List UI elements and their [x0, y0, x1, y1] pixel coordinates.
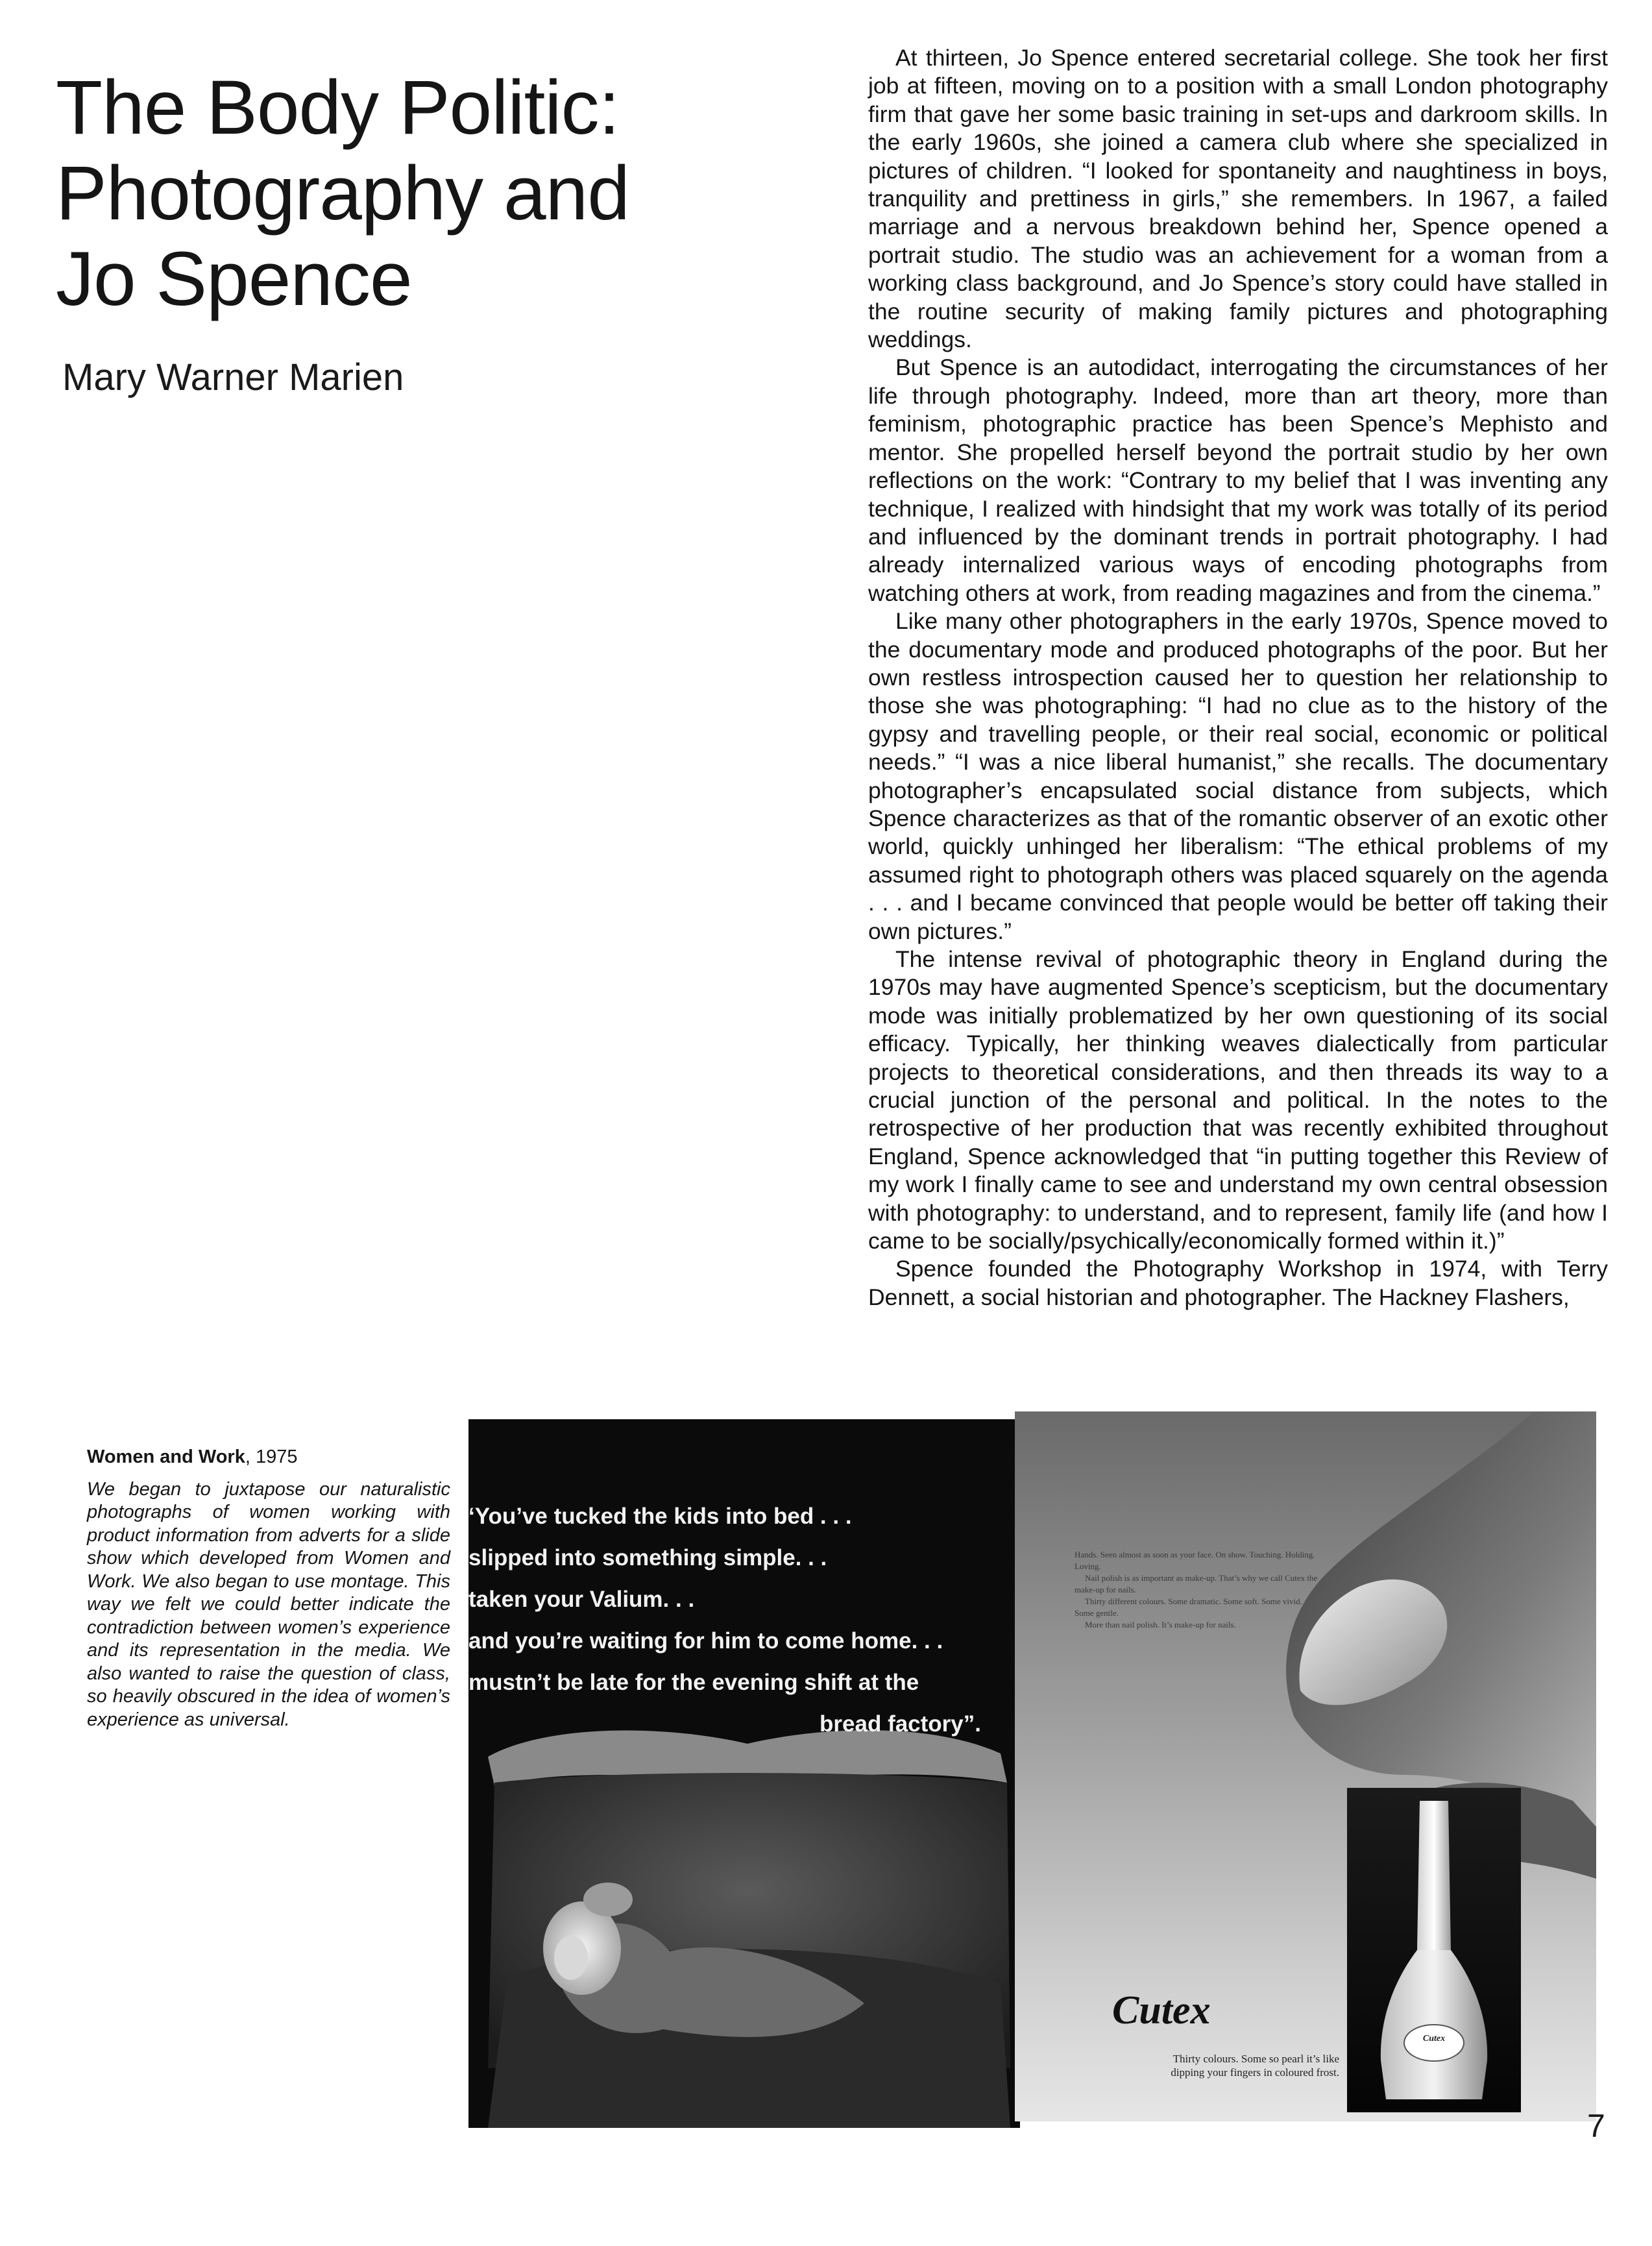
montage-figure — [468, 1411, 1596, 2128]
page-number: 7 — [1587, 2108, 1605, 2144]
advert-tagline — [1106, 2052, 1339, 2079]
article-title — [56, 65, 783, 322]
article-body — [868, 44, 1608, 1312]
advert-copy-paragraph: Thirty different colours. Some dramatic. Some soft. Some vivid. Some gentle. — [1075, 1596, 1302, 1618]
caption-work-title: Women and Work — [87, 1446, 245, 1467]
slogan-line: and you’re waiting for him to come home. . . — [468, 1628, 943, 1654]
slogan-line: slipped into something simple. . . — [468, 1545, 827, 1570]
advert-copy — [1075, 1549, 1321, 1631]
cutex-advert — [1015, 1411, 1596, 2121]
body-paragraph: But Spence is an autodidact, interrogating the circumstances of her life through photography. Indeed, more than art theory, more than feminism, photographic practice has been Spence’s Mephisto and mentor. She propelled herself beyond the portrait studio by her own reflections on the work: “Contrary to my belief that I was inventing any technique, I realized with hindsight that my work was totally of its period and influenced by the dominant trends in portrait photography. I had already internalized various ways of encoding photographs from watching others at work, from reading magazines and from the cinema.” — [868, 354, 1608, 606]
tagline-line: Thirty colours. Some so pearl it’s like — [1172, 2053, 1339, 2065]
nail-polish-bottle — [1347, 1788, 1521, 2112]
caption-year: , 1975 — [245, 1446, 298, 1467]
caption-title — [87, 1446, 450, 1469]
advert-copy-paragraph: Nail polish is as important as make-up. That’s why we call Cutex the make-up for nails. — [1075, 1573, 1318, 1594]
title-line: The Body Politic: — [56, 65, 620, 151]
caption-text: We began to juxtapose our naturalistic photographs of women working with product information from adverts for a slide show which developed from Women and Work. We also began to use montage. This way we felt we could better indicate the contradiction between women’s experience and its representation in the media. We also wanted to raise the question of class, so heavily obscured in the idea of women’s experience as universal. — [87, 1478, 450, 1730]
bottle-label: Cutex — [1422, 2034, 1446, 2044]
slogan-line: mustn’t be late for the evening shift at the — [468, 1670, 919, 1695]
brand-logo: Cutex — [1112, 1988, 1211, 2032]
slogan-line: taken your Valium. . . — [468, 1587, 695, 1612]
tagline-line: dipping your fingers in coloured frost. — [1171, 2066, 1339, 2079]
body-paragraph: At thirteen, Jo Spence entered secretarial college. She took her first job at fifteen, moving on to a position with a small London photography firm that gave her some basic training in set-ups and darkroom skills. In the early 1960s, she joined a camera club where she specialized in pictures of children. “I looked for spontaneity and naughtiness in boys, tranquility and prettiness in girls,” she remembers. In 1967, a failed marriage and a nervous breakdown behind her, Spence opened a portrait studio. The studio was an achievement for a woman from a working class background, and Jo Spence’s story could have stalled in the routine security of making family pictures and photographing weddings. — [868, 45, 1608, 353]
cushion — [583, 1883, 633, 1916]
advert-copy-paragraph: More than nail polish. It’s make-up for nails. — [1085, 1620, 1236, 1630]
title-line: Jo Spence — [56, 236, 412, 322]
advert-copy-paragraph: Hands. Seen almost as soon as your face. On show. Touching. Holding. Loving. — [1075, 1550, 1315, 1571]
bottle-icon — [1347, 1788, 1521, 2112]
slogan-line: ‘You’ve tucked the kids into bed . . . — [468, 1504, 852, 1529]
slogan-line: bread factory”. — [820, 1711, 981, 1737]
author-byline: Mary Warner Marien — [62, 356, 404, 398]
body-paragraph: Like many other photographers in the early 1970s, Spence moved to the documentary mode and produced photographs of the poor. But her own restless introspection caused her to question her relationship to those she was photographing: “I had no clue as to the history of the gypsy and travelling people, or their real social, economic or political needs.” “I was a nice liberal humanist,” she recalls. The documentary photographer’s encapsulated social distance from subjects, which Spence characterizes as that of the romantic observer of an exotic other world, quickly unhinged her liberalism: “The ethical problems of my assumed right to photograph others was placed squarely on the agenda . . . and I became convinced that people would be better off taking their own pictures.” — [868, 608, 1608, 944]
figure-caption — [87, 1446, 450, 1731]
body-paragraph: The intense revival of photographic theory in England during the 1970s may have augmented Spence’s scepticism, but the documentary mode was initially problematized by her own questioning of its social efficacy. Typically, her thinking weaves dialectically from particular projects to theoretical considerations, and then threads its way to a crucial junction of the personal and political. In the notes to the retrospective of her production that was recently exhibited throughout England, Spence acknowledged that “in putting together this Review of my work I finally came to see and understand my own central obsession with photography: to understand, and to represent, family life (and how I came to be socially/psychically/economically formed within it.)” — [868, 946, 1608, 1254]
title-line: Photography and — [56, 151, 629, 236]
montage-photo-left — [468, 1419, 1020, 2128]
woman-face — [554, 1936, 588, 1980]
slogan-text — [468, 1496, 981, 1745]
body-paragraph: Spence founded the Photography Workshop in 1974, with Terry Dennett, a social historian and photographer. The Hackney Flashers, — [868, 1256, 1608, 1310]
